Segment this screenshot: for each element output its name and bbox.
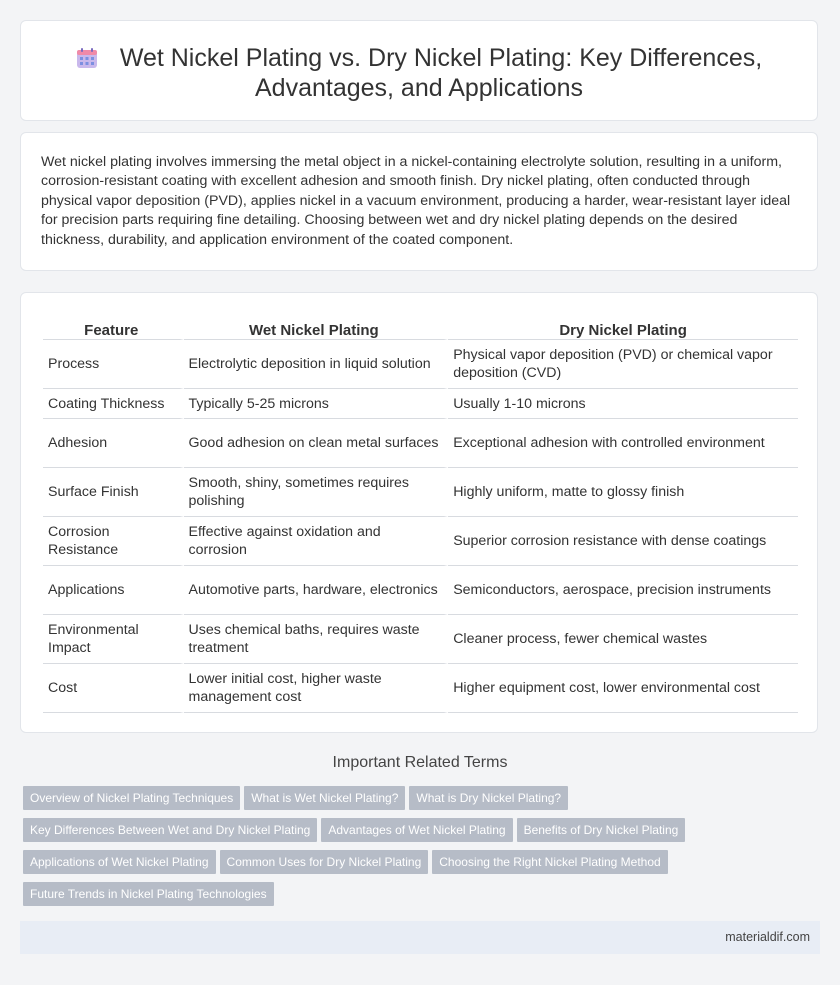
- page-title: Wet Nickel Plating vs. Dry Nickel Plating: Key Differences, Advantages, and Applications: [119, 44, 763, 102]
- intro-card: [20, 132, 818, 271]
- table-row: [43, 419, 798, 468]
- dry-cell: Highly uniform, matte to glossy finish: [448, 468, 798, 517]
- wet-cell: Good adhesion on clean metal surfaces: [184, 419, 449, 468]
- feature-cell: Cost: [43, 664, 184, 713]
- wet-cell: Smooth, shiny, sometimes requires polishing: [184, 468, 449, 517]
- related-tag[interactable]: Choosing the Right Nickel Plating Method: [432, 850, 667, 874]
- table-row: [43, 468, 798, 517]
- related-terms-heading: Important Related Terms: [332, 754, 508, 771]
- site-name[interactable]: materialdif.com: [725, 930, 810, 944]
- related-tag[interactable]: What is Dry Nickel Plating?: [409, 786, 568, 810]
- related-tag[interactable]: What is Wet Nickel Plating?: [244, 786, 405, 810]
- feature-cell: Environmental Impact: [43, 615, 184, 664]
- feature-cell: Process: [43, 340, 184, 389]
- header-dry: Dry Nickel Plating: [448, 315, 798, 340]
- table-row: [43, 389, 798, 419]
- dry-cell: Superior corrosion resistance with dense coatings: [448, 517, 798, 566]
- page-title-wrap: [21, 43, 817, 103]
- related-tag[interactable]: Overview of Nickel Plating Techniques: [23, 786, 240, 810]
- wet-cell: Effective against oxidation and corrosion: [184, 517, 449, 566]
- wet-cell: Lower initial cost, higher waste management cost: [184, 664, 449, 713]
- related-tag[interactable]: Common Uses for Dry Nickel Plating: [220, 850, 429, 874]
- dry-cell: Physical vapor deposition (PVD) or chemical vapor deposition (CVD): [448, 340, 798, 389]
- wet-cell: Uses chemical baths, requires waste treatment: [184, 615, 449, 664]
- dry-cell: Exceptional adhesion with controlled environment: [448, 419, 798, 468]
- related-tag[interactable]: Advantages of Wet Nickel Plating: [321, 818, 512, 842]
- wet-cell: Typically 5-25 microns: [184, 389, 449, 419]
- feature-cell: Corrosion Resistance: [43, 517, 184, 566]
- wet-cell: Automotive parts, hardware, electronics: [184, 566, 449, 615]
- table-row: [43, 615, 798, 664]
- related-tag[interactable]: Benefits of Dry Nickel Plating: [517, 818, 686, 842]
- table-row: [43, 664, 798, 713]
- dry-cell: Semiconductors, aerospace, precision instruments: [448, 566, 798, 615]
- dry-cell: Usually 1-10 microns: [448, 389, 798, 419]
- feature-cell: Applications: [43, 566, 184, 615]
- calendar-icon: [76, 47, 98, 69]
- related-tag[interactable]: Future Trends in Nickel Plating Technologies: [23, 882, 274, 906]
- header-wet: Wet Nickel Plating: [184, 315, 449, 340]
- table-header-row: [43, 315, 798, 340]
- feature-cell: Coating Thickness: [43, 389, 184, 419]
- dry-cell: Higher equipment cost, lower environmental cost: [448, 664, 798, 713]
- table-row: [43, 340, 798, 389]
- table-row: [43, 517, 798, 566]
- header-card: [20, 20, 818, 121]
- comparison-table: [43, 315, 798, 713]
- intro-paragraph: Wet nickel plating involves immersing the metal object in a nickel-containing electrolyte solution, resulting in a uniform, corrosion-resistant coating with excellent adhesion and smooth finish. Dry nickel plating, often conducted through physical vapor deposition (PVD), applies nickel in a vacuum environment, producing a harder, wear-resistant layer ideal for precision parts requiring fine detailing. Choosing between wet and dry nickel plating depends on the desired thickness, durability, and application environment of the coated component.: [41, 154, 791, 248]
- header-feature: Feature: [43, 315, 184, 340]
- dry-cell: Cleaner process, fewer chemical wastes: [448, 615, 798, 664]
- wet-cell: Electrolytic deposition in liquid solution: [184, 340, 449, 389]
- related-tag[interactable]: Applications of Wet Nickel Plating: [23, 850, 216, 874]
- related-tag[interactable]: Key Differences Between Wet and Dry Nickel Plating: [23, 818, 317, 842]
- table-row: [43, 566, 798, 615]
- footer: [20, 921, 820, 954]
- comparison-table-card: [20, 292, 818, 733]
- feature-cell: Adhesion: [43, 419, 184, 468]
- feature-cell: Surface Finish: [43, 468, 184, 517]
- related-terms-list: [23, 786, 803, 914]
